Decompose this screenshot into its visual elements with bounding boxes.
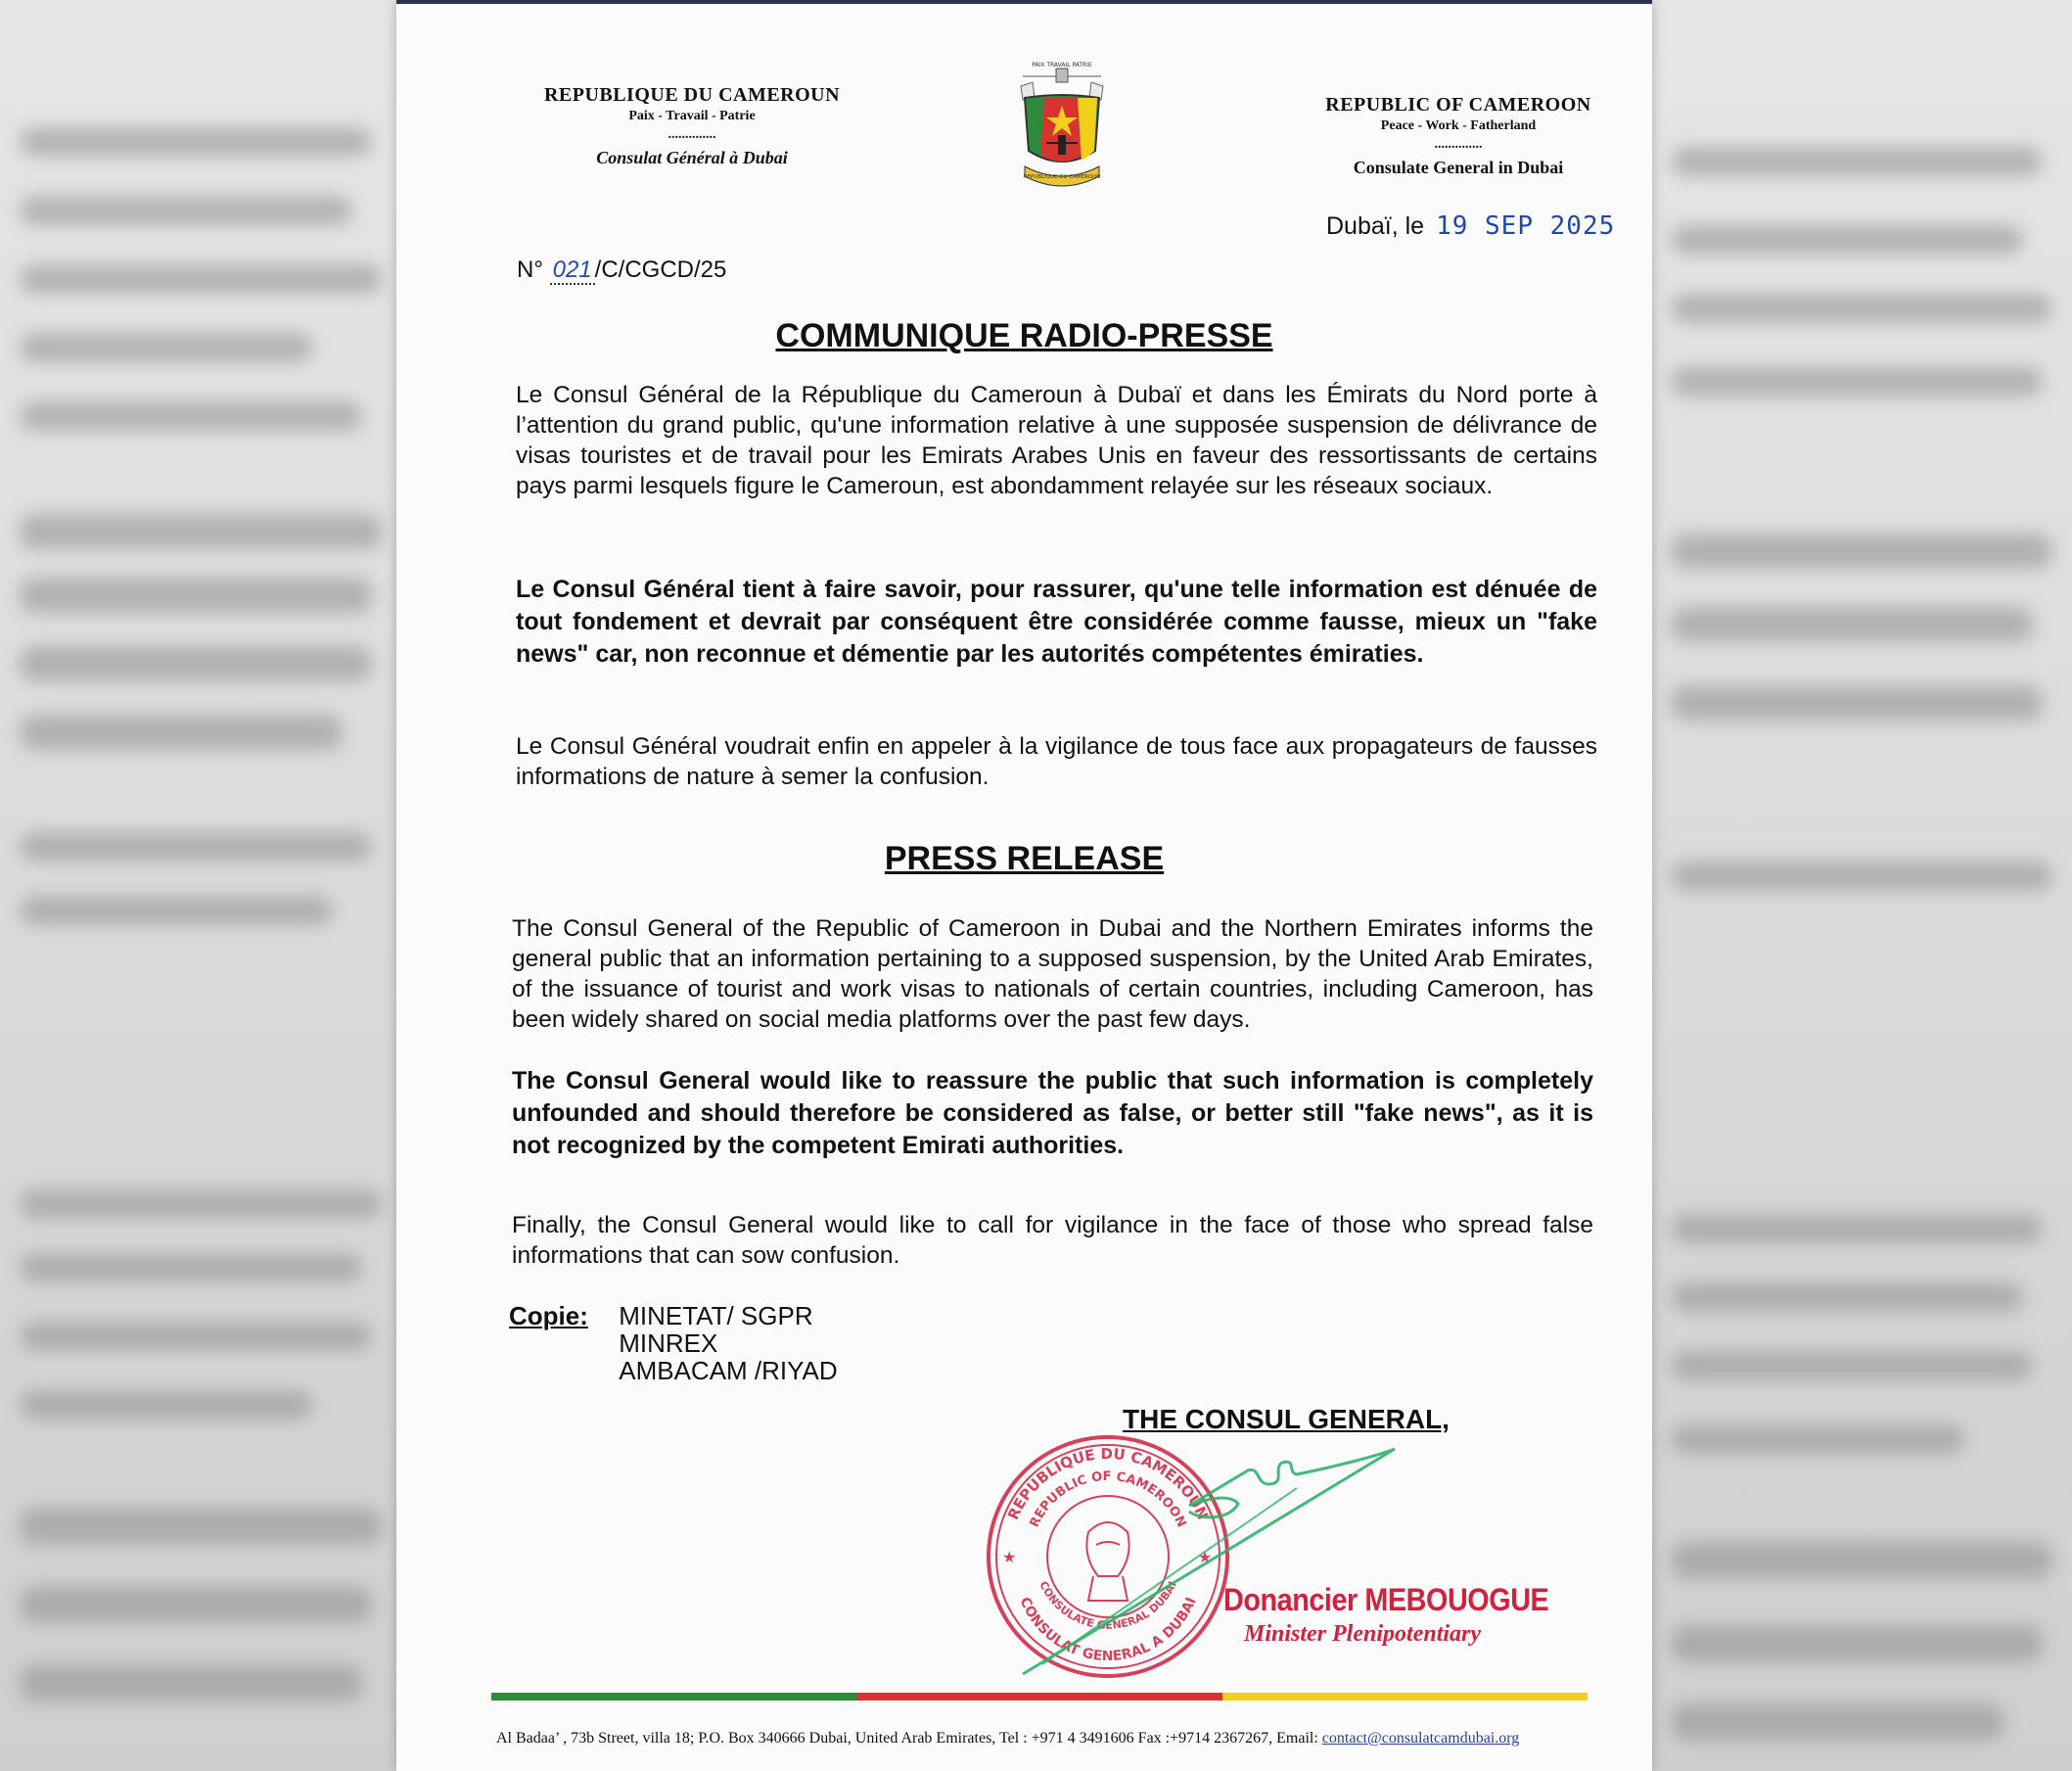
flag-color-bar <box>491 1693 1588 1701</box>
copy-recipients <box>509 1302 838 1384</box>
blurred-background-left <box>0 0 401 1771</box>
footer-email-link[interactable]: contact@consulatcamdubai.org <box>1321 1730 1520 1747</box>
header-french <box>516 84 868 168</box>
svg-text:★: ★ <box>1198 1548 1213 1566</box>
date-stamp: 19 SEP 2025 <box>1436 211 1616 241</box>
reference-handwritten-number: 021 <box>550 256 595 285</box>
press-release-paragraph-1: The Consul General of the Republic of Cameroon in Dubai and the Northern Emirates informs the general public that an information pertaining to a supposed suspension, by the United Arab Emirates, of the issuance of tourist and work visas to nationals of certain countries, including Cameroon, has been widely shared on social media platforms over the past few days. <box>512 915 1593 1033</box>
flag-bar-red <box>856 1693 1221 1701</box>
top-border-line <box>396 0 1652 4</box>
header-english <box>1312 94 1605 178</box>
stamp-text-bottom-2: CONSULATE GENERAL DUBAI <box>1036 1579 1179 1632</box>
reference-number <box>517 256 726 284</box>
copy-recipient: AMBACAM /RIYAD <box>619 1356 838 1385</box>
stamp-text-outer: REPUBLIQUE DU CAMEROUN <box>1004 1444 1212 1523</box>
copy-recipient: MINREX <box>619 1328 718 1358</box>
reference-suffix: /C/CGCD/25 <box>594 256 727 283</box>
cameroon-coat-of-arms-icon <box>1003 57 1121 192</box>
country-name-en: REPUBLIC OF CAMEROON <box>1325 94 1591 116</box>
communique-title: COMMUNIQUE RADIO-PRESSE <box>775 317 1273 354</box>
consulate-name-fr: Consulat Général à Dubai <box>596 148 788 167</box>
coat-ribbon: REPUBLIQUE DU CAMEROUN <box>1023 174 1101 180</box>
country-name-fr: REPUBLIQUE DU CAMEROUN <box>543 84 841 106</box>
copy-recipient-list <box>619 1302 837 1384</box>
stamp-text-inner: REPUBLIC OF CAMEROON <box>1027 1468 1189 1530</box>
press-release-title: PRESS RELEASE <box>884 840 1165 877</box>
footer-address <box>496 1730 1622 1748</box>
footer-address-text: Al Badaa’ , 73b Street, villa 18; P.O. Box 340666 Dubai, United Arab Emirates, Tel : +971 4 3491606 Fax :+9714 2367267, Email: <box>496 1730 1322 1747</box>
consulate-name-en: Consulate General in Dubai <box>1353 158 1564 177</box>
communique-paragraph-3: Le Consul Général voudrait enfin en appeler à la vigilance de tous face aux propagateurs de fausses informations de nature à semer la confusion. <box>516 733 1597 790</box>
communique-paragraph-2: Le Consul Général tient à faire savoir, pour rassurer, qu'une telle information est dénuée de tout fondement et devrait par conséquent être considérée comme fausse, mieux un "fake news" car, non reconnue et démentie par les autorités compétentes émiraties. <box>516 576 1597 668</box>
signer-role: Minister Plenipotentiary <box>1244 1621 1482 1647</box>
press-release-paragraph-3: Finally, the Consul General would like to call for vigilance in the face of those who spread false informations that can sow confusion. <box>512 1212 1593 1269</box>
signer-name: Donancier MEBOUOGUE <box>1223 1582 1549 1617</box>
communique-paragraph-1: Le Consul Général de la République du Cameroun à Dubaï et dans les Émirats du Nord porte à l’attention du grand public, qu'une information relative à une supposée suspension de délivrance de visas touristes et de travail pour les Emirats Arabes Unis en faveur des ressortissants de certains pays parmi lesquels figure le Cameroun, est abondamment relayée sur les réseaux sociaux. <box>516 382 1597 499</box>
svg-text:★: ★ <box>1002 1548 1017 1566</box>
copy-recipient: MINETAT/ SGPR <box>619 1301 813 1330</box>
signer-title: THE CONSUL GENERAL, <box>1123 1404 1450 1434</box>
flag-bar-yellow <box>1222 1693 1588 1701</box>
motto-en: Peace - Work - Fatherland <box>1380 118 1537 133</box>
flag-bar-green <box>491 1693 856 1701</box>
motto-fr: Paix - Travail - Patrie <box>628 109 756 123</box>
separator-dots-fr: .............. <box>668 127 716 142</box>
copy-label: Copie: <box>509 1301 588 1330</box>
blurred-background-right <box>1651 0 2072 1771</box>
date-line <box>1326 211 1615 241</box>
reference-prefix: N° <box>517 256 543 283</box>
coat-motto: PAIX TRAVAIL PATRIE <box>1032 62 1092 69</box>
separator-dots-en: .............. <box>1434 137 1483 152</box>
date-prefix: Dubaï, le <box>1326 212 1425 240</box>
stamp-text-bottom: CONSULAT GENERAL A DUBAI <box>1016 1595 1200 1665</box>
document-page <box>396 0 1652 1771</box>
press-release-paragraph-2: The Consul General would like to reassure the public that such information is completely unfounded and should therefore be considered as false, or better still "fake news", as it is not recognized by the competent Emirati authorities. <box>512 1067 1593 1159</box>
